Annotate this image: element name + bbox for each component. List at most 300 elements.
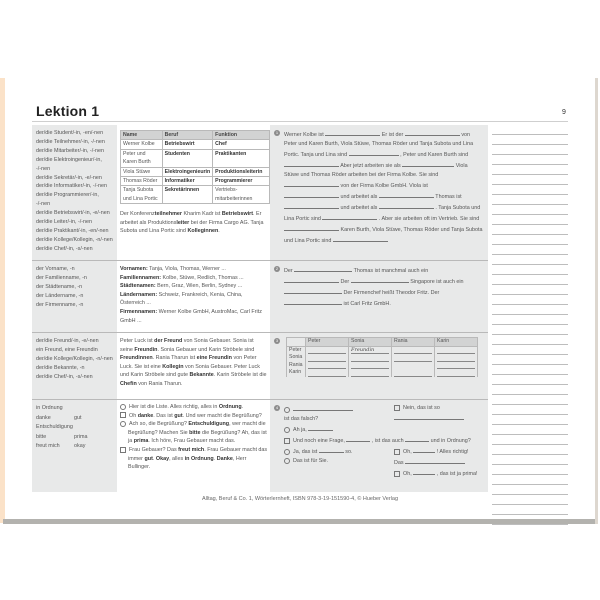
vocab-item: der/die Leiter/-in, -/-nen [36,219,93,226]
vocab-item: der/die Kollege/Kollegin, -n/-nen [36,355,113,362]
vocab-item: der/die Mitarbeiter/-in, -/-nen [36,147,105,154]
note-line[interactable] [492,315,568,325]
keyword: bitte [189,429,201,436]
exercise-text: und arbeitet als [340,194,378,200]
answer-blank[interactable] [437,354,475,362]
page-number: 9 [562,109,566,116]
answer-blank[interactable] [394,347,432,355]
dialogue-line [284,404,394,415]
answer-blank[interactable] [308,354,346,362]
example-text: Kharim Kadr ist [182,211,222,218]
note-line[interactable] [492,435,568,445]
speaker-circle-icon [284,458,290,464]
roles-table [120,130,270,204]
dialogue-line [394,446,488,457]
note-line[interactable] [492,125,568,135]
keyword: Bekannte [189,372,214,379]
note-line[interactable] [492,135,568,145]
keyword: danke [137,412,154,419]
example-block-4 [120,403,268,472]
table-cell: Thomas Röder [121,177,163,186]
dialogue-line [120,420,268,446]
note-line[interactable] [492,185,568,195]
answer-cell[interactable] [435,369,478,377]
note-line[interactable] [492,175,568,185]
exercise-text: ist Carl Fritz GmbH. [343,301,391,307]
example-text: von Rania Tharun. [136,380,183,387]
example-text: Bern, Graz, Wien, Berlin, Sydney ... [155,283,243,290]
vocab-item: der Firmenname, -n [36,301,84,308]
example-line [120,291,268,308]
exercise-text: , ist das auch [371,438,404,444]
example-text: Tanja, Viola, Thomas, Werner ... [147,266,226,272]
vocab-item: der Ländername, -n [36,292,84,299]
dialogue-line [284,457,394,466]
column-header: Rania [392,338,435,347]
keyword: eine Freundin [196,355,232,362]
example-text: bei der Firma Cargo AG. Tanja Subota und Lina Portic sind [120,219,264,235]
note-line[interactable] [492,455,568,465]
answer-cell[interactable] [435,346,478,354]
answer-blank[interactable] [284,287,342,294]
answer-blank[interactable] [308,362,346,370]
keyword: Städtenamen: [120,283,156,290]
answer-blank[interactable] [413,468,435,475]
dialogue-line [284,415,394,424]
exercise-panel-4 [270,400,488,492]
row-divider [32,399,488,400]
vocab-word: in Ordnung [36,405,63,411]
vocab-word: Entschuldigung [36,424,73,430]
dialogue-column [284,446,394,479]
dialogue-line [120,446,268,472]
exercise-text: Nein, das ist so [403,405,440,411]
keyword: Betriebswirt [221,211,254,218]
table-row [121,186,270,204]
answer-cell[interactable] [306,369,349,377]
keyword: der Freund [154,338,183,344]
column-header: Karin [435,338,478,347]
exercise-text: und in Ordnung? [430,438,471,444]
example-line [120,265,268,274]
note-line[interactable] [492,145,568,155]
exercise-text: und arbeitet als [340,205,378,211]
exercise-panel-2 [270,261,488,332]
footer-citation: Alltag, Beruf & Co. 1, Wörterlernheft, ISBN 978-3-19-151590-4, © Hueber Verlag [201,496,399,502]
relations-table [286,337,478,377]
answer-blank[interactable] [325,129,380,136]
note-line[interactable] [492,345,568,355]
table-row [287,369,478,377]
exercise-text: Das [394,460,404,466]
vocab-item: der/die Betriebswirt/-in, -e/-nen [36,210,110,217]
row-divider [32,260,488,261]
table-header: Name [121,131,163,140]
note-line[interactable] [492,385,568,395]
example-line [120,274,268,283]
answer-blank[interactable] [333,235,388,242]
answer-blank[interactable] [405,129,460,136]
exercise-text: Ja, das ist [293,449,318,455]
keyword: gut [174,412,183,419]
note-line[interactable] [492,395,568,405]
vocab-item: der/die Informatiker/-in, -/-nen [36,183,108,190]
answer-blank[interactable] [284,224,339,231]
exercise-panel-1 [270,125,488,260]
table-cell: Studenten [162,149,213,167]
example-line [120,282,268,291]
answer-blank[interactable] [394,354,432,362]
exercise-text: . Tanja Subota und Lina Portic sind [284,205,481,222]
row-header: Rania [287,362,306,370]
answer-blank[interactable] [413,446,435,453]
answer-cell[interactable] [349,354,392,362]
vocab-word: prima [74,433,88,440]
column-header: Peter [306,338,349,347]
speaker-square-icon [394,471,400,477]
exercise-text: von der Firma Kolbe GmbH. Viola ist [340,183,428,189]
row-divider [32,332,488,333]
exercise-text: Der [284,268,293,274]
note-line[interactable] [492,235,568,245]
answer-blank[interactable] [308,424,333,431]
answer-blank[interactable] [351,354,389,362]
vocab-item: der/die Bekannte, -n [36,364,85,371]
answer-cell[interactable] [306,354,349,362]
note-line[interactable] [492,465,568,475]
answer-blank[interactable] [379,191,434,198]
note-line[interactable] [492,415,568,425]
exercise-text: , Peter und Karen Burth sind [400,152,469,158]
note-line[interactable] [492,275,568,285]
table-cell: Elektroingenieurin [162,167,213,176]
answer-blank[interactable] [437,362,475,370]
row-header: Peter [287,346,306,354]
exercise-text: Thomas ist manchmal auch ein [353,268,429,274]
note-line[interactable] [492,265,568,275]
exercise-text: , das ist ja prima! [436,471,478,477]
exercise-text: Oh, [403,471,412,477]
keyword: freut mich [178,446,205,453]
table-header: Beruf [162,131,213,140]
vocab-word: freut mich [36,443,60,449]
answer-blank[interactable] [308,369,346,377]
vocab-word: bitte [36,433,47,440]
table-row [121,167,270,176]
note-line[interactable] [492,355,568,365]
example-text: von Peter Luck. Sie ist eine [120,355,257,370]
vocab-item: der Vorname, -n [36,266,75,272]
exercise-text: so. [345,449,353,455]
vocab-item: der Familienname, -n [36,274,87,281]
vocab-item: der/die Praktikant/-in, -en/-nen [36,227,109,234]
vocab-item: der/die Chef/-in, -s/-nen [36,245,93,252]
keyword: Entschuldigung [188,421,230,428]
note-line[interactable] [492,155,568,165]
dialogue-column [284,404,394,435]
table-cell: Informatiker [162,177,213,186]
vocab-item: der/die Sekretär/-in, -e/-nen [36,174,102,181]
dialogue-column [394,446,488,479]
keyword: teilnehmer [154,211,183,218]
answer-blank[interactable] [405,457,465,464]
answer-cell[interactable] [306,346,349,354]
exercise-text: Oh, [403,449,412,455]
vocab-item: der Städtename, -n [36,283,83,290]
exercise-text: . Aber sie arbeiten oft im Vertrieb. Sie sind [378,216,480,222]
vocab-panel-3 [32,333,117,399]
exercise-text: Das ist für Sie. [293,458,329,464]
speaker-square-icon [394,449,400,455]
vocab-item: der/die Chef/-in, -s/-nen [36,373,93,380]
answer-blank[interactable] [308,347,346,355]
example-text: . [213,455,217,462]
exercise-text: Der Firmenchef heißt Theodor Fritz. Der [343,290,440,296]
table-row [287,346,478,354]
example-text: . [241,404,244,410]
table-row [287,354,478,362]
dialogue-line [394,404,488,413]
keyword: leiter [176,219,190,226]
example-text: . Sonia Gebauer und Karin Ströbele sind [157,346,255,353]
dialogue-line [284,424,394,435]
exercise-text: Und noch eine Frage, [293,438,345,444]
note-line[interactable] [492,365,568,375]
speaker-circle-icon [120,421,126,427]
exercise-text: ! Alles richtig! [436,449,469,455]
vocab-item [36,414,117,424]
answer-cell[interactable] [349,369,392,377]
answer-cell[interactable] [435,354,478,362]
answer-cell[interactable] [392,346,435,354]
speaker-square-icon [120,447,126,453]
exercise-text: Karen Burth, Viola Stüwe, Thomas Röder und Tanja Subota und Lina Portic sind [284,227,483,244]
exercise-text: Ah ja, [293,427,307,433]
answer-cell[interactable] [392,362,435,370]
table-cell: Viola Stüwe [121,167,163,176]
keyword: Okay [155,455,170,462]
keyword: Kollegin [162,363,184,370]
example-text: . Ich höre, Frau Gebauer macht das. [148,438,236,445]
note-lines[interactable] [492,125,568,525]
note-line[interactable] [492,515,568,525]
keyword: Kolleginnen [187,228,219,235]
note-line[interactable] [492,205,568,215]
exercise-text: Werner Kolbe ist [284,132,324,138]
vocab-item [36,442,117,452]
vocab-item: der/die Freund/-in, -e/-nen [36,338,99,344]
vocab-item [36,423,117,433]
example-line [120,308,268,325]
page-title: Lektion 1 [36,103,100,119]
answer-cell[interactable] [435,362,478,370]
note-line[interactable] [492,215,568,225]
handwritten-answer[interactable]: Freundin [351,347,389,355]
speaker-square-icon [284,438,290,444]
example-block-1 [120,130,268,236]
note-line[interactable] [492,195,568,205]
table-row [121,149,270,167]
table-cell: Werner Kolbe [121,140,163,149]
table-row [287,362,478,370]
exercise-text: Viola Stüwe und Thomas Röder arbeiten bei der Firma Kolbe. Sie sind [284,163,468,178]
example-text: Kolbe, Stüwe, Redlich, Thomas ... [161,274,244,281]
vocab-item: der/die Kollege/Kollegin, -n/-nen [36,236,113,243]
answer-blank[interactable] [402,160,454,167]
exercise-text: ist das falsch? [284,416,319,422]
example-text: Frau Gebauer? Das [129,446,179,453]
corner-cell [287,338,306,347]
exercise-text: Er ist der [381,132,404,138]
table-cell: Peter und Karen Burth [121,149,163,167]
speaker-circle-icon [284,449,290,455]
exercise-text: Thomas ist [435,194,462,200]
note-line[interactable] [492,255,568,265]
speaker-square-icon [120,412,126,418]
answer-blank[interactable] [322,213,377,220]
dialogue-column [394,404,488,435]
answer-blank[interactable] [284,191,339,198]
example-text: , Herr Bullinger. [128,455,247,471]
keyword: Ländernamen: [120,291,158,298]
keyword: Freundinnen [120,355,153,362]
answer-cell[interactable] [306,362,349,370]
example-text: von Sonia Gebauer. Peter Luck und Karin Ströbele sind gute [120,363,260,379]
exercise-text: Der [340,279,350,285]
vocab-word: gut [74,414,82,421]
answer-blank[interactable] [294,265,352,272]
answer-blank[interactable] [284,202,339,209]
answer-blank[interactable] [437,369,475,377]
note-line[interactable] [492,325,568,335]
vocab-word: danke [36,414,51,421]
keyword: prima [133,438,149,445]
keyword: gut [144,455,153,462]
speaker-square-icon [394,405,400,411]
note-line[interactable] [492,405,568,415]
example-text: . Und wer macht die Begrüßung? [182,412,262,419]
answer-blank[interactable] [349,149,399,156]
speaker-circle-icon [120,404,126,410]
table-cell: Chef [213,140,270,149]
exercise-panel-3 [270,333,488,399]
note-line[interactable] [492,165,568,175]
table-header: Funktion [213,131,270,140]
answer-blank[interactable] [293,404,353,411]
answer-cell[interactable] [392,354,435,362]
keyword: Danke [216,455,233,462]
note-line[interactable] [492,295,568,305]
note-line[interactable] [492,225,568,235]
note-line[interactable] [492,505,568,515]
example-text: Schweiz, Frankreich, Kenia, China, Österreich ... [120,291,243,307]
exercise-text: Aber jetzt arbeiten sie als [340,163,401,169]
answer-blank[interactable] [351,362,389,370]
example-text: von Sonia Gebauer. Sonia ist seine [120,338,254,353]
table-cell: Sekretärinnen [162,186,213,204]
title-divider [32,121,568,122]
answer-blank[interactable] [394,369,432,377]
answer-blank[interactable] [437,347,475,355]
exercise-text: von Peter und Karen Burth, Viola Stüwe, Thomas Röder und Tanja Subota und Lina Portic. Tanja und Lina sind [284,132,474,158]
example-text: die Begrüßung? Ah, das ist ja [128,429,267,445]
dialogue-line [394,468,488,479]
answer-blank[interactable] [284,298,342,305]
answer-blank[interactable] [351,369,389,377]
example-block-2 [120,265,268,325]
keyword: Vornamen: [120,266,148,272]
example-text: , alles [169,455,185,462]
answer-blank[interactable] [379,202,434,209]
answer-blank[interactable] [351,276,409,283]
note-line[interactable] [492,475,568,485]
answer-blank[interactable] [284,180,339,187]
vocab-panel-4 [32,400,117,492]
answer-blank[interactable] [284,276,339,283]
example-text: . [218,228,220,235]
note-line[interactable] [492,245,568,255]
note-line[interactable] [492,335,568,345]
table-cell: Betriebswirt [162,140,213,149]
exercise-number-icon: 3 [275,338,279,343]
keyword: Freundin [134,346,158,353]
keyword: in Ordnung [184,455,214,462]
keyword: Ordnung [218,404,242,410]
vocab-panel-1 [32,125,117,260]
answer-blank[interactable] [394,413,464,420]
table-cell: Programmierer [213,177,270,186]
example-text: Oh [129,412,138,419]
dialogue-line [394,413,488,424]
example-text: Hier ist die Liste. Alles richtig, alles in [129,404,219,410]
answer-blank[interactable] [346,435,370,442]
keyword: Familiennamen: [120,274,162,281]
table-row [121,177,270,186]
vocab-item: der/die Elektroingenieur/-in, [36,156,102,163]
note-line[interactable] [492,305,568,315]
example-text: , wer macht die Begrüßung? Machen Sie [128,421,266,436]
note-line[interactable] [492,375,568,385]
note-line[interactable] [492,485,568,495]
table-cell: Praktikanten [213,149,270,167]
example-text: Der Konferenz [120,211,155,218]
example-text: . [152,455,156,462]
note-line[interactable] [492,445,568,455]
answer-cell[interactable] [392,369,435,377]
answer-blank[interactable] [284,160,339,167]
vocab-item [36,433,117,443]
table-header-row [287,338,478,347]
vocab-item: der/die Teilnehmer/-in, -/-nen [36,138,105,145]
table-cell: Tanja Subota und Lina Portic [121,186,163,204]
example-text: . Er arbeitet als Produktions [120,211,262,226]
answer-cell[interactable] [349,346,392,354]
dialogue-line [394,457,488,468]
example-block-3 [120,337,268,389]
example-text: Ach so, die Begrüßung? [129,421,189,428]
answer-blank[interactable] [319,446,344,453]
note-line[interactable] [492,285,568,295]
note-line[interactable] [492,425,568,435]
keyword: Firmennamen: [120,308,158,315]
answer-blank[interactable] [405,435,429,442]
dialogue-line [284,446,394,457]
exercise-number-icon: 4 [275,405,279,410]
column-header: Sonia [349,338,392,347]
answer-cell[interactable] [349,362,392,370]
vocab-item: ein Freund, eine Freundin [36,346,98,353]
exercise-number-icon: 1 [275,130,279,135]
